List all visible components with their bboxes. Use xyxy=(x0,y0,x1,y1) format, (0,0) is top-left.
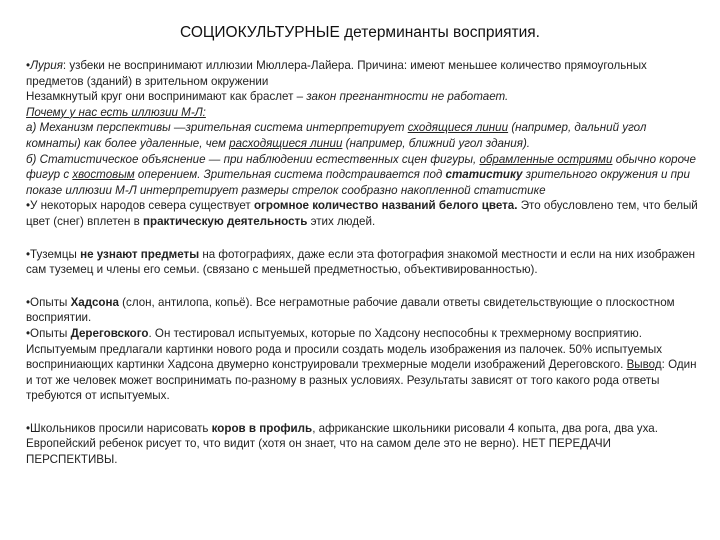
hudson-paragraph xyxy=(26,295,702,326)
natives-text: •Туземцы xyxy=(26,247,81,261)
luria-text: : узбеки не воспринимают иллюзии Мюллера-Лайера. Причина: имеют меньшее количество прямоугольных предметов (зданий) в зрительном окружении xyxy=(26,59,647,88)
north-text-2: Это обусловлено тем, что белый цвет (снег) вплетен в xyxy=(26,199,698,228)
spacer xyxy=(26,404,702,421)
tail-text: хвостовым xyxy=(72,168,135,182)
title-lead: СОЦИОКУЛЬТУРНЫЕ xyxy=(180,24,340,41)
statistics-text-2: обычно короче фигур с xyxy=(26,152,696,182)
arrowheads-text: обрамленные остриями xyxy=(479,152,613,166)
natives-paragraph xyxy=(26,247,702,278)
deregowski-text-3: : Один и тот же человек может воспринимать по-разному в разных условиях. Результаты зависят от того какого рода ответы требуются от испытуемых. xyxy=(26,358,697,403)
luria-name: Лурия xyxy=(30,59,63,72)
cows-paragraph xyxy=(26,421,702,468)
cows-bold: коров в профиль xyxy=(211,421,313,435)
north-peoples-paragraph xyxy=(26,198,702,229)
page-title xyxy=(0,24,720,42)
perspective-text-3: (например, ближний угол здания). xyxy=(342,136,531,150)
statistics-text-3: оперением. Зрительная система подстраивается под xyxy=(134,168,446,182)
practical-activity-bold: практическую деятельность xyxy=(142,214,308,228)
bullet: • xyxy=(26,59,31,72)
spacer xyxy=(26,278,702,295)
perspective-text: а) Механизм перспективы —зрительная система интерпретирует xyxy=(26,121,408,135)
natives-text-2: на фотографиях, даже если эта фотография знакомой местности и если на них изображен сам туземец и члены его семьи. (связано с меньшей предметностью, объективированностью). xyxy=(26,247,696,277)
statistics-text: б) Статистическое объяснение — при наблюдении естественных сцен фигуры, xyxy=(26,152,480,166)
statistics-paragraph xyxy=(26,152,702,199)
circle-paragraph xyxy=(26,89,702,105)
perspective-text-2: (например, дальний угол комнаты) как более удаленные, чем xyxy=(26,121,647,150)
cows-text: •Школьников просили нарисовать xyxy=(26,421,212,435)
deregowski-paragraph xyxy=(26,326,702,404)
natives-bold: не узнают предметы xyxy=(80,247,200,261)
slide-content xyxy=(26,58,702,468)
north-text-3: этих людей. xyxy=(307,214,376,228)
pregnance-law-text: закон прегнантности не работает. xyxy=(306,90,509,104)
hudson-bold: Хадсона xyxy=(70,295,119,309)
conclusion-label: Вывод xyxy=(626,358,662,372)
white-names-bold: огромное количество названий белого цвета. xyxy=(253,199,518,213)
converging-lines: сходящиеся линии xyxy=(407,121,509,135)
cows-text-2: , африканские школьники рисовали 4 копыта, два рога, два уха. Европейский ребенок рисует то, что видит (хотя он знает, что на самом деле это не верно). НЕТ ПЕРЕДАЧИ ПЕРСПЕКТИВЫ. xyxy=(26,421,658,467)
title-rest: детерминанты восприятия. xyxy=(339,24,540,41)
deregowski-text: •Опыты xyxy=(26,326,71,340)
hudson-text: •Опыты xyxy=(26,295,71,309)
perspective-paragraph xyxy=(26,120,702,151)
ml-question: Почему у нас есть иллюзии М-Л: xyxy=(26,105,206,119)
luria-paragraph xyxy=(26,58,702,89)
spacer xyxy=(26,230,702,247)
deregowski-bold: Дереговского xyxy=(70,326,149,340)
statistics-bold: статистику xyxy=(445,168,523,182)
north-text: •У некоторых народов севера существует xyxy=(26,199,254,213)
diverging-lines: расходящиеся линии xyxy=(229,136,343,150)
hudson-text-2: (слон, антилопа, копьё). Все неграмотные рабочие давали ответы свидетельствующие о плоскостном восприятии. xyxy=(26,295,675,325)
statistics-text-4: зрительного окружения и при показе иллюзии М-Л интерпретирует размеры стрелок сообразно накопленной статистике xyxy=(26,168,690,197)
deregowski-text-2: . Он тестировал испытуемых, которые по Хадсону неспособны к трехмерному восприятию. Испытуемым предлагали картинки нового рода и просили создать модель изображения из палочек. 50% испытуемых восприниающих картинки Хадсона двумерно конструировали трехмерные модели изображений Дереговского. xyxy=(26,326,663,372)
circle-text: Незамкнутый круг они воспринимают как браслет – xyxy=(26,90,307,104)
